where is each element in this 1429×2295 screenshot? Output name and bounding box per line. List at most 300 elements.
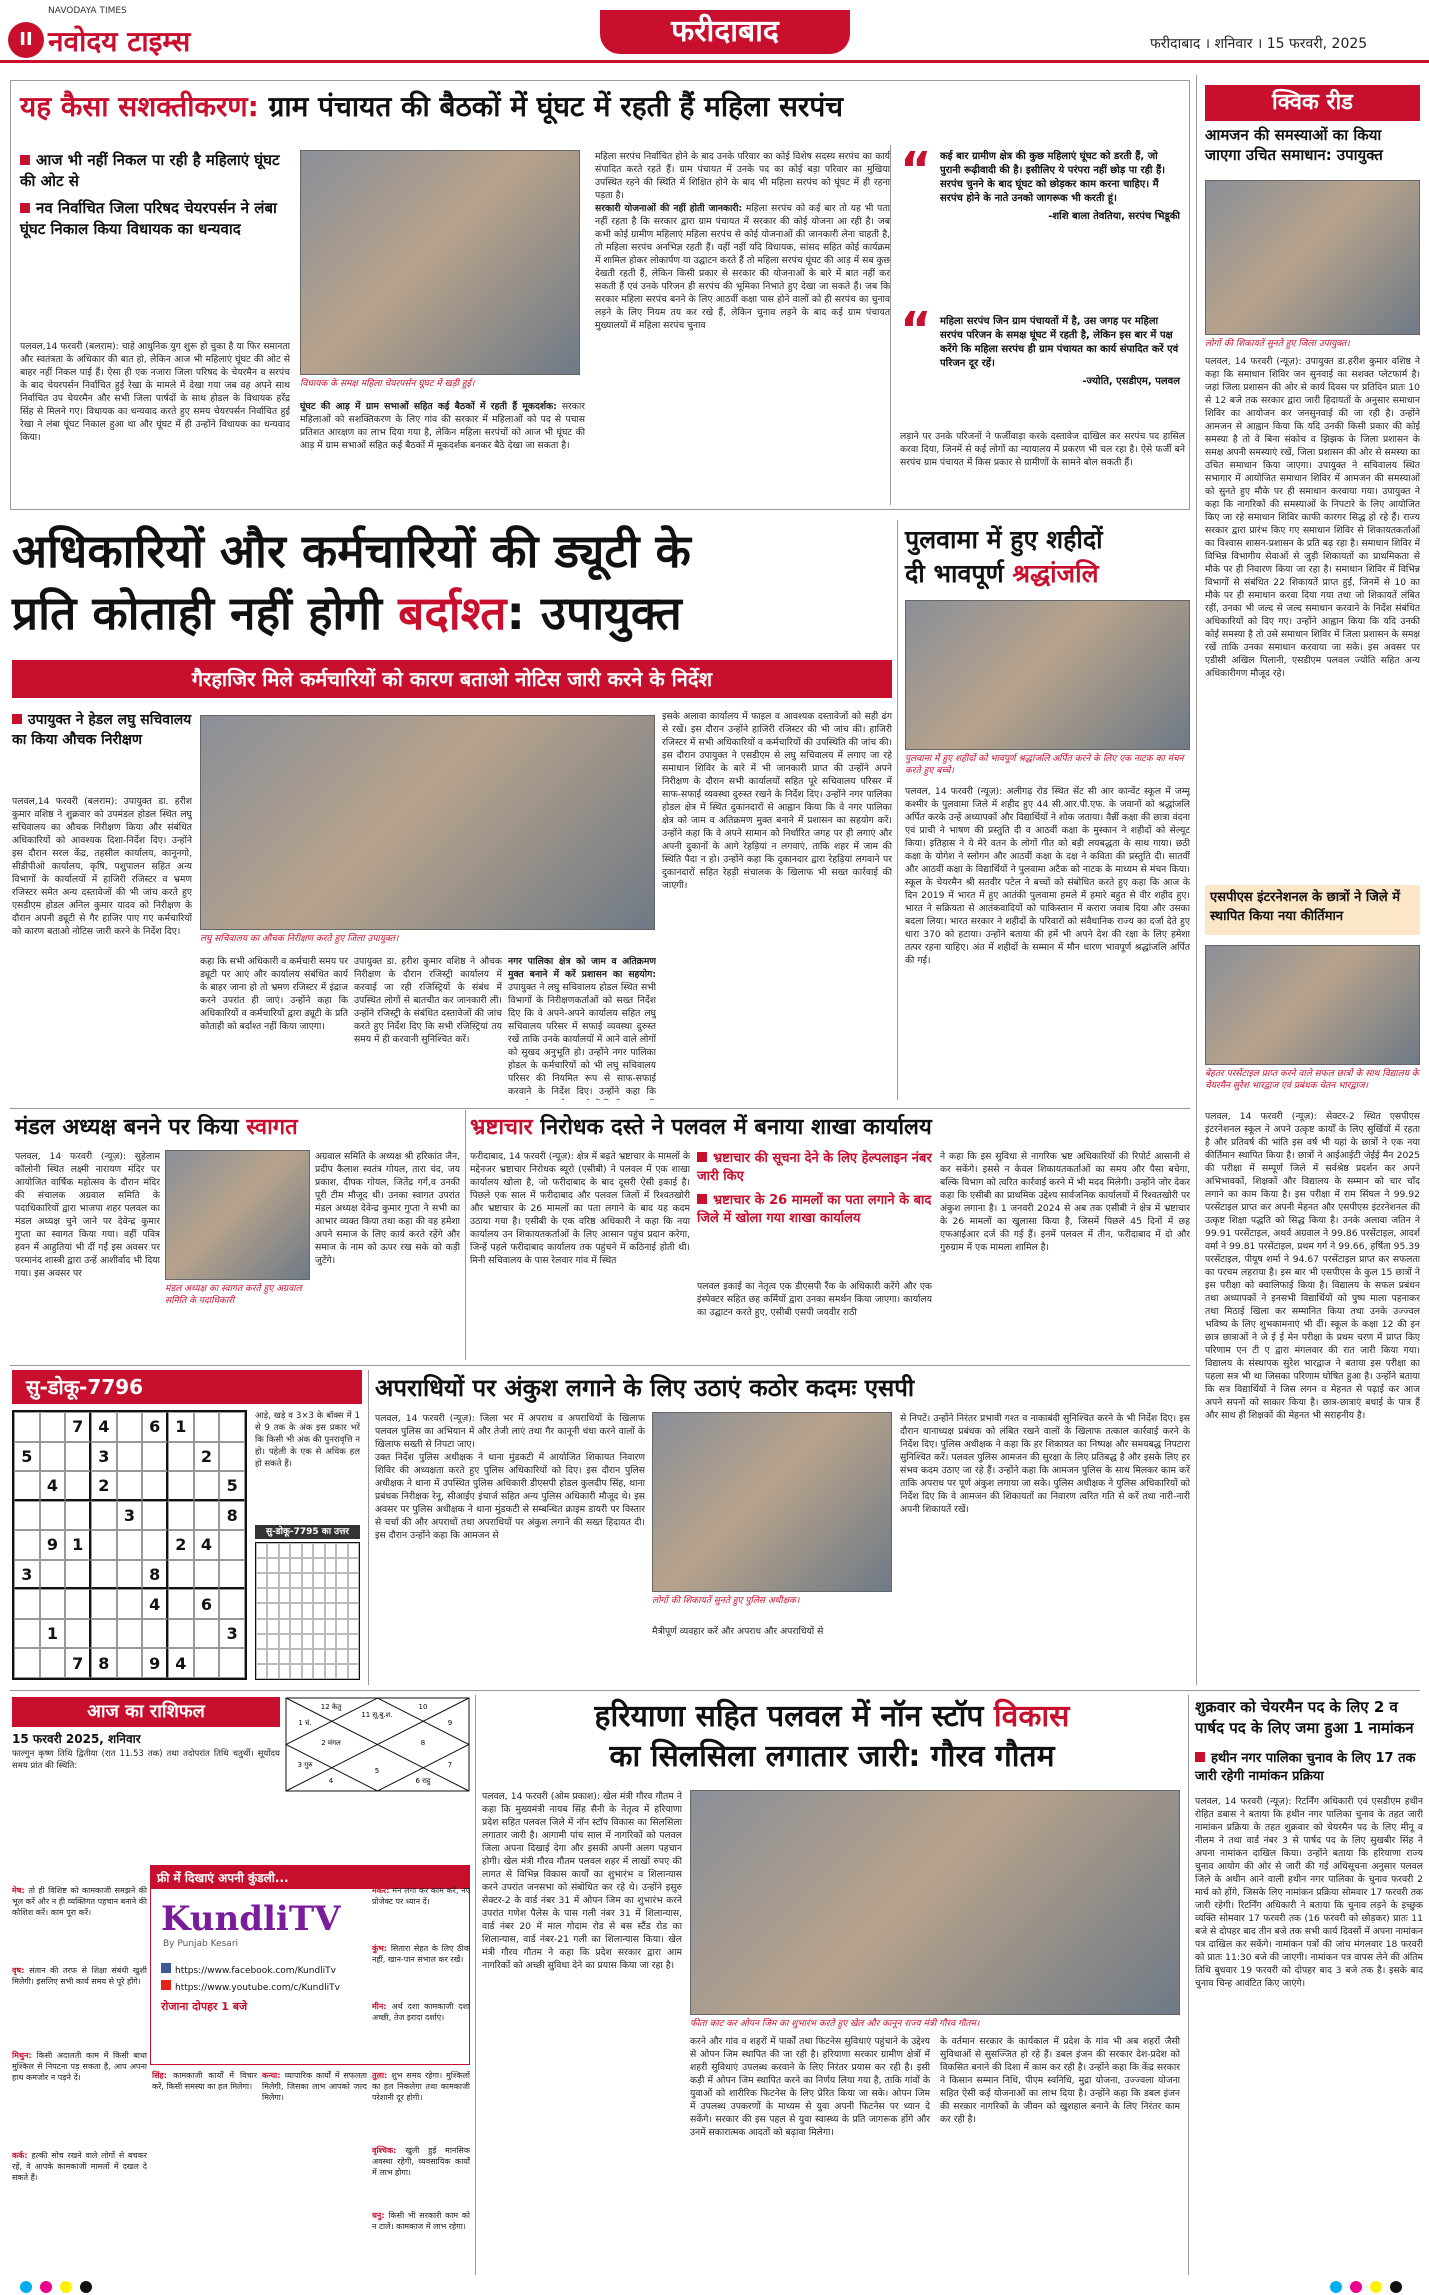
rashi-name: वृश्चिक:	[372, 2146, 406, 2155]
sudoku-grid[interactable]	[12, 1410, 247, 1680]
sudoku-cell[interactable]	[219, 1648, 245, 1678]
sudoku-cell[interactable]	[194, 1619, 220, 1649]
sudoku-cell[interactable]	[65, 1619, 91, 1649]
kundli-house-label: 9	[447, 1719, 453, 1727]
sudoku-cell[interactable]	[117, 1648, 143, 1678]
sudoku-cell[interactable]	[194, 1501, 220, 1531]
rashi-text: संतान की तरफ से शिक्षा संबंधी खुशी मिलेगी। इसलिए सभी कार्य समय से पूरे होंगे।	[12, 1966, 147, 1986]
sudoku-answer-cell	[336, 1634, 347, 1649]
sudoku-answer-cell	[313, 1558, 324, 1573]
sudoku-answer-cell	[256, 1558, 267, 1573]
rashi-text: सितारा सेहत के लिए ठीक नहीं, खान-पान संभाल कर रखें।	[372, 1944, 470, 1964]
sudoku-answer-title: सु-डोकू-7795 का उत्तर	[255, 1525, 360, 1539]
sudoku-cell[interactable]	[117, 1471, 143, 1501]
kundli-chart	[285, 1697, 470, 1792]
sudoku-answer-cell	[336, 1543, 347, 1558]
sudoku-cell[interactable]	[65, 1471, 91, 1501]
story-acb-body3: ने कहा कि इस सुविधा से नागरिक भ्रष्ट अधिकारियों की रिपोर्ट आसानी से कर सकेंगे। इससे न केवल शिकायतकर्ताओं का समय और पैसा बचेगा, बल्कि विभाग को त्वरित कार्रवाई करने में भी मदद मिलेगी। उन्होंने जोर देकर कहा कि एसीबी का प्राथमिक उद्देश्य सार्वजनिक कार्यालयों में रिश्वतखोरी पर अंकुश लगाना है। 1 जनवरी 2024 से अब तक एसीबी ने क्षेत्र में भ्रष्टाचार के 26 मामलों का खुलासा किया है, जिसमें पिछले 45 दिनों में छह एफआईआर दर्ज की गई हैं। इनमें पलवल में तीन, फरीदाबाद में दो और गुरुग्राम में एक मामला शामिल है।	[940, 1151, 1190, 1253]
sudoku-cell[interactable]	[117, 1619, 143, 1649]
story-acb-bullets	[697, 1150, 932, 1228]
rashi-text: हल्की सोच रखने वाले लोगों से बचकर रहें, वे आपके कामकाजी मामलों में दखल दे सकते हैं।	[12, 2151, 147, 2182]
sudoku-answer-cell	[325, 1558, 336, 1573]
sudoku-answer-cell	[302, 1619, 313, 1634]
sudoku-cell[interactable]: 9	[40, 1530, 66, 1560]
sudoku-answer-cell	[336, 1619, 347, 1634]
rashifal-title: आज का राशिफल	[12, 1697, 280, 1727]
sarpanch-photo	[300, 150, 580, 375]
sudoku-answer-cell	[313, 1573, 324, 1588]
sudoku-answer-cell	[336, 1588, 347, 1603]
masthead-rule	[0, 60, 1429, 63]
sudoku-cell[interactable]: 3	[219, 1619, 245, 1649]
quote-open-icon: “	[900, 302, 932, 358]
rashi-text: शुभ समय रहेगा। मुश्किलों का हल निकलेगा तथा कामकाजी परेशानी दूर होगी।	[372, 2071, 470, 2102]
promo-by: By Punjab Kesari	[163, 1939, 239, 1949]
rashi-name: मिथुन:	[12, 2051, 37, 2060]
story-dc-photo	[200, 715, 655, 930]
sudoku-answer-cell	[313, 1649, 324, 1664]
sudoku-answer-cell	[267, 1573, 278, 1588]
row-divider	[10, 1108, 1190, 1109]
rashi-text: किसी भी सरकारी काम को न टालें। कामकाज में लाभ रहेगा।	[372, 2211, 470, 2231]
rashi-name: तुला:	[372, 2071, 392, 2080]
sudoku-cell[interactable]	[194, 1471, 220, 1501]
sudoku-answer-cell	[279, 1664, 290, 1679]
sudoku-answer-cell	[279, 1588, 290, 1603]
sudoku-cell[interactable]	[40, 1501, 66, 1531]
sudoku-answer-cell	[348, 1664, 359, 1679]
rashi-item	[372, 2210, 470, 2270]
sudoku-cell[interactable]	[14, 1501, 40, 1531]
sudoku-answer-cell	[348, 1649, 359, 1664]
sudoku-cell[interactable]: 3	[91, 1442, 117, 1472]
sudoku-answer-cell	[313, 1543, 324, 1558]
sudoku-cell[interactable]: 1	[65, 1530, 91, 1560]
sudoku-cell[interactable]	[91, 1501, 117, 1531]
story-dc-body5: नगर पालिका क्षेत्र को जाम व अतिक्रमण मुक्त बनाने में करें प्रशासन का सहयोग: उपायुक्त ने लघु सचिवालय होडल स्थित सभी विभागों के निरीक्षणकर्ताओं को सख्त निर्देश दिए कि वे अपने-अपने कार्यालय सहित लघु सचिवालय परिसर में सफाई व्यवस्था दुरुस्त रखें ताकि उनके कार्यालयों में आने वाले लोगों को सुखद अनुभूति हो। उन्होंने नगर पालिका होडल के कर्मचारियों को भी लघु सचिवालय परिसर की नियमित रूप से साफ-सफाई करवाने के निर्देश दिए। उन्होंने कहा कि	[508, 956, 656, 1097]
promo-title: फ्री में दिखाएं अपनी कुंडली...	[151, 1866, 469, 1889]
story-sarpanch-bullets	[20, 150, 280, 240]
bullet-square-icon	[697, 1152, 707, 1162]
kundli-house-label: 5	[374, 1767, 380, 1775]
story-dc-sub: उपायुक्त ने हेडल लघु सचिवालय का किया औचक निरीक्षण	[12, 712, 192, 748]
story-pulwama-headline: पुलवामा में हुए शहीदों दी भावपूर्ण श्रद्धांजलि	[905, 525, 1103, 588]
sudoku-cell[interactable]: 5	[14, 1442, 40, 1472]
sudoku-cell[interactable]	[117, 1560, 143, 1590]
story-dc-body1: पलवल,14 फरवरी (बलराम): उपायुक्त डा. हरीश कुमार वशिष्ठ ने शुक्रवार को उपमंडल होडल स्थित लघु सचिवालय का औचक निरीक्षण किया और संबंधित अधिकारियों को आवश्यक दिशा-निर्देश दिए। उन्होंने इस दौरान सरल केंद्र, तहसील कार्यालय, कानूनगो, सीडीपीओ कार्यालय, कृषि, पशुपालन सहित अन्य विभागों के कार्यालयों में हाजिरी रजिस्टर व भ्रमण रजिस्टर समेत अन्य दस्तावेजों की भी जांच करते हुए एसडीएम होडल अनिल कुमार यादव को निरीक्षण के दौरान अपनी ड्यूटी से गैर हाजिर पाए गए कर्मचारियों को कारण बताओ नोटिस जारी करने के निर्देश दिए।	[12, 796, 192, 937]
story-pulwama-caption: पुलवामा में हुए शहीदों को भावपूर्ण श्रद्धांजलि अर्पित करने के लिए एक नाटक का मंचन करते हुए बच्चे।	[905, 754, 1184, 776]
sudoku-cell[interactable]	[117, 1442, 143, 1472]
sudoku-cell[interactable]: 3	[117, 1501, 143, 1531]
sudoku-cell[interactable]: 8	[142, 1560, 168, 1590]
bullet-item: नव निर्वाचित जिला परिषद चेयरपर्सन ने लंबा घूंघट निकाल किया विधायक का धन्यवाद	[20, 199, 277, 238]
rashi-name: वृष:	[12, 1966, 30, 1975]
rashi-text: खुली हुई मानसिक अवस्था रहेगी, व्यवसायिक कार्यों में लाभ होगा।	[372, 2146, 470, 2177]
sudoku-cell[interactable]	[168, 1501, 194, 1531]
rashi-item	[152, 2070, 257, 2270]
quickread-body1: पलवल, 14 फरवरी (न्यूज़): उपायुक्त डा.हरीश कुमार वशिष्ठ ने कहा कि समाधान शिविर जन सुनवाई का सशक्त प्लेटफार्म है। जहां जिला प्रशासन की ओर से कार्य दिवस पर प्रतिदिन प्रातः 10 से 12 बजे तक सरकार द्वारा जारी हिदायतों के अनुसार समाधान शिविर का आयोजन कर जनसुनवाई की जा रही है। उन्होंने आमजन से आह्वान किया कि यदि उनकी किसी प्रकार की कोई समस्या है तो वे बिना संकोच व झिझक के जिला प्रशासन के समक्ष अपनी समस्याएं रखें, जिला प्रशासन की ओर से समस्या का उचित समाधान किया जाएगा। उपायुक्त ने सचिवालय स्थित सभागार में आयोजित समाधान शिविर में आमजन की समस्याओं को सुनते हुए मौके पर ही समाधान करवाया गया। उपायुक्त ने कहा कि नागरिकों की समस्याओं के निपटारे के लिए आयोजित किए जा रहे समाधान शिविर काफी कारगर सिद्ध हो रहे हैं। राज्य सरकार द्वारा प्रारंभ किए गए समाधान शिविर से शिकायतकर्ताओं का विश्वास शासन-प्रशासन के प्रति बढ़ रहा है। समाधान शिविर में विभिन्न विभागीय सेवाओं से जुड़ी शिकायतों का प्राथमिकता से मौके पर ही निवारण किया जा रहा है। समाधान शिविर में विभिन्न विभागों से संबंधित 22 शिकायतें प्राप्त हुईं, जिनमें से 10 का मौके पर ही समाधान करवा दिया गया तथा जो शिकायतें लंबित रहीं, उनका भी जल्द से जल्द समाधान करवाने के निर्देश संबंधित अधिकारियों को दिए गए। उन्होंने आह्वान किया कि यदि उनकी कोई समस्या है तो उसे समाधान शिविर में जिला प्रशासन के समक्ष रखें ताकि उनका समाधान करवाया जा सके। इस अवसर पर एडीसी अखिल पिलानी, एसडीएम पलवल ज्योति सहित अन्य अधिकारीगण मौजूद रहे।	[1205, 356, 1420, 679]
rashi-text: कामकाजी कार्यों में विचार करें, किसी समस्या का हल मिलेगा।	[152, 2071, 257, 2091]
sudoku-cell[interactable]	[168, 1471, 194, 1501]
sudoku-cell[interactable]: 8	[91, 1648, 117, 1678]
brand-small: NAVODAYA TIMES	[48, 6, 127, 16]
sudoku-answer-cell	[313, 1603, 324, 1618]
sudoku-cell[interactable]: 1	[40, 1619, 66, 1649]
quickread-photo2	[1205, 945, 1420, 1065]
rashi-name: कुंभ:	[372, 1944, 391, 1953]
story-mandal-photo	[165, 1150, 310, 1280]
sudoku-answer-cell	[313, 1619, 324, 1634]
sudoku-title: सु-डोकू-7796	[12, 1370, 362, 1404]
rashi-name: कन्या:	[262, 2071, 285, 2080]
sudoku-answer-cell	[279, 1619, 290, 1634]
sudoku-cell[interactable]: 4	[168, 1648, 194, 1678]
sudoku-answer-cell	[348, 1588, 359, 1603]
sudoku-cell[interactable]	[65, 1589, 91, 1619]
sudoku-cell[interactable]	[194, 1560, 220, 1590]
sudoku-answer-cell	[279, 1543, 290, 1558]
rashi-name: मकर:	[372, 1886, 393, 1895]
magenta-dot-icon	[40, 2281, 52, 2293]
sudoku-cell[interactable]: 4	[194, 1530, 220, 1560]
sudoku-cell[interactable]	[219, 1442, 245, 1472]
sudoku-answer-cell	[290, 1558, 301, 1573]
sudoku-answer-cell	[279, 1573, 290, 1588]
sudoku-answer-cell	[256, 1649, 267, 1664]
sudoku-cell[interactable]: 1	[168, 1412, 194, 1442]
sudoku-answer-cell	[267, 1603, 278, 1618]
sudoku-answer-cell	[302, 1603, 313, 1618]
sudoku-answer-cell	[267, 1664, 278, 1679]
sudoku-cell[interactable]	[117, 1412, 143, 1442]
bullet-item: भ्रष्टाचार के 26 मामलों का पता लगाने के बाद जिले में खोला गया शाखा कार्यालय	[697, 1193, 932, 1226]
story-pulwama-photo	[905, 600, 1190, 750]
sudoku-answer-cell	[348, 1573, 359, 1588]
rashi-item	[372, 1943, 470, 1998]
sudoku-answer-cell	[336, 1558, 347, 1573]
column-divider	[897, 520, 898, 1100]
sudoku-cell[interactable]	[142, 1501, 168, 1531]
sudoku-answer-cell	[256, 1543, 267, 1558]
story-pulwama-body: पलवल, 14 फरवरी (न्यूज़): अलीगढ़ रोड स्थित सेंट सी आर कान्वेंट स्कूल में जम्मू कश्मीर के पुलवामा जिले में शहीद हुए 44 सी.आर.पी.एफ. के जवानों को श्रद्धांजलि अर्पित करके उन्हें अध्यापकों और विद्यार्थियों ने शोक जताया। वैन्नीं कक्षा की छात्रा वंदना एवं प्राची ने भाषण की प्रस्तुति दी व आठवीं कक्षा के मुस्कान ने शहीदों को सेल्यूट किया। इतिहास ने ये मेरे वतन के लोगों गीत को बड़ी लयबद्धता के साथ गाया। छठी कक्षा के योगेश ने स्लोगन और आठवीं कक्षा के दक्ष ने कविता की प्रस्तुति दी। सातवीं और आठवीं कक्षा के विद्यार्थियों ने पुलवामा अटैक को नाटक के माध्यम से मंचन किया। स्कूल के चेयरमैन श्री सतवीर पटेल ने बच्चों को संबोधित करते हुए कहा कि आज के दिन 2019 में भारत में हुए आतंकी पुलवामा हमले में हमारे बहुत से वीर शहीद हुए। भारत ने सक्रियता से आतंकवादियों को पाकिस्तान में करारा जवाब दिया और उसका बदला लिया। भारत सरकार ने शहीदों के परिवारों को संवैधानिक राज्य का दर्जा देते हुए धारा 370 को हटाया। उन्होंने बताया की हमें भी अपने देश की रक्षा के लिए हमेशा तत्पर रहना चाहिए। अंत में शहीदों के सम्मान में मौन धारण भावपूर्ण श्रद्धांजलि अर्पित की गई।	[905, 786, 1190, 966]
sudoku-answer-cell	[279, 1558, 290, 1573]
sudoku-cell[interactable]	[142, 1442, 168, 1472]
sudoku-cell[interactable]	[168, 1589, 194, 1619]
sudoku-cell[interactable]	[65, 1501, 91, 1531]
sudoku-answer-grid	[255, 1542, 360, 1680]
sudoku-answer-cell	[279, 1603, 290, 1618]
story-sarpanch-body5: लड़ाने पर उनके परिजनों ने फर्जीवाड़ा करके दस्तावेज दाखिल कर सरपंच पद हासिल करवा दिया, जिनमें से कई लोगों का न्यायालय में प्रकरण भी चल रहा है। ऐसे फर्जी बने सरपंच ग्राम पंचायत में किस प्रकार से ग्रामीणों के सामने बोल सकती हैं।	[900, 431, 1185, 468]
rashi-name: कर्क:	[12, 2151, 32, 2160]
sudoku-answer-cell	[267, 1649, 278, 1664]
sudoku-answer-cell	[325, 1619, 336, 1634]
story-sp-caption: लोगों की शिकायतें सुनते हुए पुलिस अधीक्षक।	[652, 1596, 800, 1606]
brand-logo: नवोदय टाइम्स	[48, 25, 191, 58]
sudoku-answer-cell	[325, 1588, 336, 1603]
sudoku-answer-cell	[290, 1664, 301, 1679]
sudoku-cell[interactable]	[40, 1412, 66, 1442]
story-gautam-caption: फीता काट कर ओपन जिम का शुभारंभ करते हुए खेल और कानून राज्य मंत्री गौरव गौतम।	[690, 2019, 980, 2029]
subhead: नगर पालिका क्षेत्र को जाम व अतिक्रमण मुक्त बनाने में करें प्रशासन का सहयोग:	[508, 956, 656, 980]
sudoku-answer-cell	[336, 1664, 347, 1679]
sudoku-answer-cell	[267, 1558, 278, 1573]
promo-yt-link[interactable]: https://www.youtube.com/c/KundliTv	[151, 1978, 469, 1995]
column-divider	[465, 1110, 466, 1360]
kundli-house-label: 2 मंगल	[321, 1739, 341, 1747]
sudoku-answer-cell	[313, 1664, 324, 1679]
quickread-body2: पलवल, 14 फरवरी (न्यूज़): सेक्टर-2 स्थित एसपीएस इंटरनेशनल स्कूल ने अपने उत्कृष्ट कार्यों के लिए सुर्खियों में रहता है और प्रतिवर्ष की भांति इस वर्ष भी यहां के छात्रों ने एक नया कीर्तिमान स्थापित किया है। छात्रों ने आईआईटी जेईई मैन 2025 की परीक्षा में सम्पूर्ण जिले में सर्वश्रेष्ठ प्रदर्शन कर अपने अभिभावकों, शिक्षकों और विद्यालय के सम्मान को चार चाँद लगाने का काम किया है। इस परीक्षा में राम सिंघल ने 99.92 परसेंटाइल प्राप्त कर अपनी मेहनत और एसपीएस इंटरनेशनल की उत्कृष्ट शिक्षा पद्धति को सिद्ध किया है। उनके अलावा जतिन ने 99.91 परसेंटाइल, अथर्व अग्रवाल ने 99.86 परसेंटाइल, आदर्श वर्मा ने 99.81 परसेंटाइल, प्रथम गर्ग ने 99.66, हर्षिता 95.39 परसेंटाइल, पीयूष शर्मा ने 94.67 परसेंटाइल प्राप्त कर सफलता का परचम लहराया है। इस बार भी एसपीएस के कुल 15 छात्रों ने इस परीक्षा को क्वालिफाई किया है। विद्यालय के सफल प्रबंधन तथा अध्यापकों ने इनसभी विद्यार्थियों को पुष्प माला पहनाकर तथा मिठाई खिला कर सम्मानित किया तथा उनके उज्ज्वल भविष्य के लिए शुभकामनाएं भी दीं। स्कूल के कक्षा 12 की इन छात्र छात्राओं ने जे ई ई मेन परीक्षा के प्रथम चरण में प्राप्त किए परिणाम एन टी ए द्वारा मंगलवार की रात जारी किया गया। विद्यालय के संस्थापक सुरेश भारद्वाज ने बताया इस परीक्षा का पहला सत्र भी था जिसका परिणाम घोषित हुआ है। उन्होंने बताया कि सत्र विद्यार्थियों ने जिस लगन व मेहनत से पढ़ाई कर आज अपने सपनों को साकार किया है। छात्र-छात्राएं बधाई के पात्र हैं और साथ ही शिक्षकों की मेहनत भी सराहनीय है।	[1205, 1111, 1420, 1421]
sudoku-answer-cell	[256, 1573, 267, 1588]
sudoku-cell[interactable]	[142, 1471, 168, 1501]
sudoku-cell[interactable]	[14, 1619, 40, 1649]
promo-time: रोजाना दोपहर 1 बजे	[161, 2000, 248, 2013]
story-mandal-headline: मंडल अध्यक्ष बनने पर किया स्वागत	[15, 1115, 298, 1140]
rashi-text: व्यापारिक कार्यों में सफलता मिलेगी, जिसका लाभ आपको जल्द मिलेगा।	[262, 2071, 367, 2102]
sudoku-answer-cell	[325, 1649, 336, 1664]
city-banner: फरीदाबाद	[600, 10, 850, 54]
sudoku-answer-cell	[256, 1619, 267, 1634]
yellow-dot-icon	[1370, 2281, 1382, 2293]
sudoku-cell[interactable]: 4	[40, 1471, 66, 1501]
rashi-name: मीन:	[372, 2002, 392, 2011]
rashifal-panchang: फाल्गुन कृष्ण तिथि द्वितीया (रात 11.53 तक) तथा तदोपरांत तिथि चतुर्थी। सूर्योदय समय प्रांत की स्थिति:	[12, 1749, 280, 1771]
story-dc-headline: अधिकारियों और कर्मचारियों की ड्यूटी के प्रति कोताही नहीं होगी बर्दाश्त: उपायुक्त	[12, 524, 691, 640]
sudoku-cell[interactable]	[117, 1589, 143, 1619]
quote-open-icon: “	[900, 142, 932, 198]
sudoku-cell[interactable]	[91, 1530, 117, 1560]
sudoku-answer-cell	[313, 1634, 324, 1649]
sudoku-answer-cell	[302, 1588, 313, 1603]
story-acb-body1: फरीदाबाद, 14 फरवरी (न्यूज़): क्षेत्र में बढ़ते भ्रष्टाचार के मामलों के मद्देनजर भ्रष्टाचार निरोधक ब्यूरो (एसीबी) ने पलवल में एक शाखा कार्यालय खोला है, जो फरीदाबाद के बाद दूसरी ऐसी इकाई है। पिछले एक साल में फरीदाबाद और पलवल जिलों में रिश्वतखोरी और भ्रष्टाचार के 26 मामलों का पता लगाने के बाद यह कदम उठाया गया है। एसीबी के एक वरिष्ठ अधिकारी ने कहा कि नया कार्यालय उन शिकायतकर्ताओं के लिए आसान पहुंच प्रदान करेगा, जिन्हें पहले फरीदाबाद कार्यालय तक पहुंचने में कठिनाई होती थी। मिनी सचिवालय के पास रेलवार गांव में स्थित	[470, 1151, 690, 1266]
rashi-name: धनु:	[372, 2211, 389, 2220]
sudoku-answer-cell	[348, 1558, 359, 1573]
story-dc-caption: लघु सचिवालय का औचक निरीक्षण करते हुए जिला उपायुक्त।	[200, 934, 399, 944]
sudoku-cell[interactable]	[219, 1589, 245, 1619]
rashi-item	[372, 2145, 470, 2205]
masthead	[0, 0, 1429, 62]
sudoku-cell[interactable]: 4	[142, 1589, 168, 1619]
story-sarpanch-headline	[20, 88, 1180, 126]
rashifal-date: 15 फरवरी 2025, शनिवार	[12, 1732, 141, 1746]
rashi-name: मेष:	[12, 1886, 29, 1895]
bullet-item: आज भी नहीं निकल पा रही है महिलाएं घूंघट की ओट से	[20, 151, 280, 190]
sudoku-answer-cell	[290, 1619, 301, 1634]
sudoku-answer-cell	[348, 1543, 359, 1558]
sudoku-answer-cell	[279, 1649, 290, 1664]
sudoku-cell[interactable]	[40, 1589, 66, 1619]
sudoku-cell[interactable]	[40, 1648, 66, 1678]
subhead: सरकारी योजनाओं की नहीं होती जानकारी:	[595, 203, 743, 214]
kundli-house-label: 1 चं.	[298, 1719, 312, 1727]
cyan-dot-icon	[20, 2281, 32, 2293]
rashi-item	[372, 2001, 470, 2056]
sudoku-answer-cell	[313, 1588, 324, 1603]
quote-sdm: महिला सरपंच जिन ग्राम पंचायतों में है, उस जगह पर महिला सरपंच परिजन के समक्ष घूंघट में रहती है, लेकिन इस बार में पक्ष करेंगे कि महिला सरपंच ही ग्राम पंचायत का कार्य संपादित करें एवं परिजन दूर रहें। -ज्योति, एसडीएम, पलवल	[940, 316, 1180, 387]
sudoku-cell[interactable]	[14, 1589, 40, 1619]
bullet-square-icon	[12, 714, 22, 724]
bullet-square-icon	[697, 1194, 707, 1204]
sudoku-answer-cell	[325, 1573, 336, 1588]
kundli-house-label: 10	[418, 1703, 428, 1711]
story-dc-body3: उपायुक्त डा. हरीश कुमार वशिष्ठ ने औचक निरीक्षण के दौरान रजिस्ट्री कार्यालय में करवाई जा रही रजिस्ट्रियों के संबंध में उपस्थित लोगों से बातचीत कर जानकारी ली। उन्होंने रजिस्ट्री के संबंधित दस्तावेजों की जांच करते हुए निर्देश दिए कि सभी रजिस्ट्रियां तय समय में ही करवानी सुनिश्चित करें।	[354, 956, 502, 1045]
sudoku-answer-cell	[290, 1603, 301, 1618]
sudoku-cell[interactable]	[142, 1530, 168, 1560]
rashifal-signs	[12, 1795, 470, 2275]
sudoku-cell[interactable]	[194, 1412, 220, 1442]
sudoku-answer-cell	[325, 1543, 336, 1558]
rashi-item	[12, 1965, 147, 2045]
bullet-square-icon	[1195, 1752, 1205, 1762]
quickread-photo1	[1205, 180, 1420, 335]
headline-main: ग्राम पंचायत की बैठकों में घूंघट में रहती हैं महिला सरपंच	[268, 90, 844, 123]
rashi-item	[262, 2070, 367, 2270]
sudoku-cell[interactable]: 9	[142, 1648, 168, 1678]
sudoku-cell[interactable]	[194, 1648, 220, 1678]
story-sarpanch-body2: घूंघट की आड़ में ग्राम सभाओं सहित कई बैठकों में रहती हैं मूकदर्शक: सरकार महिलाओं को सशक्तिकरण के लिए गांव की सरकार में महिलाओं को पद से पचास प्रतिशत आरक्षण का लाभ दिया गया है, लेकिन महिला सरपंचों को आज भी घूंघट की आड़ में ग्राम सभाओं सहित कई बैठकों में मूकदर्शक बनकर बैठे देखा जा सकता है।	[300, 401, 585, 451]
story-hathin-sub: हथीन नगर पालिका चुनाव के लिए 17 तक जारी रहेगी नामांकन प्रक्रिया	[1195, 1751, 1416, 1784]
sudoku-answer-cell	[290, 1543, 301, 1558]
sudoku-cell[interactable]	[168, 1619, 194, 1649]
quickread-caption1: लोगों की शिकायतें सुनते हुए जिला उपायुक्त।	[1205, 339, 1350, 349]
sudoku-cell[interactable]	[14, 1648, 40, 1678]
sudoku-cell[interactable]	[219, 1412, 245, 1442]
sudoku-cell[interactable]: 6	[142, 1412, 168, 1442]
story-mandal-body1: पलवल, 14 फरवरी (न्यूज़): सुहेलाम कॉलोनी स्थित लक्ष्मी नारायण मंदिर पर आयोजित वार्षिक महोत्सव के दौरान मंदिर की संचालक अग्रवाल समिति के पदाधिकारियों द्वारा भाजपा शहर पलवल का मंडल अध्यक्ष चुने जाने पर देवेन्द्र कुमार गुप्ता का स्वागत किया गया। वहीं पवित्र हवन में आहुतियां भी दीं गईं इस अवसर पर परमानंद शास्त्री द्वारा उन्हें आशीर्वाद भी दिया गया। इस अवसर पर	[15, 1151, 160, 1279]
sudoku-cell[interactable]: 2	[91, 1471, 117, 1501]
cyan-dot-icon	[1330, 2281, 1342, 2293]
quickread-head2: एसपीएस इंटरनेशनल के छात्रों ने जिले में स्थापित किया नया कीर्तिमान	[1210, 890, 1401, 924]
story-gautam-body3: के वर्तमान सरकार के कार्यकाल में प्रदेश के गांव भी अब शहरों जैसी सुविधाओं से सुसज्जित हो रहे हैं। डबल इंजन की सरकार देश-प्रदेश को विकसित बनाने की दिशा में काम कर रही है। उन्होंने कहा कि केंद्र सरकार ने किसान सम्मान निधि, पीएम स्वनिधि, मुद्रा योजना, उज्ज्वला योजना सहित ऐसी कई योजनाओं का लाभ दिया है। उन्होंने कहा कि डबल इंजन की सरकार नागरिकों के जीवन को खुशहाल बनाने के लिए निरंतर काम कर रही है।	[940, 2036, 1180, 2125]
sudoku-cell[interactable]	[14, 1530, 40, 1560]
sudoku-answer-cell	[325, 1634, 336, 1649]
sudoku-cell[interactable]	[219, 1560, 245, 1590]
sudoku-cell[interactable]	[91, 1619, 117, 1649]
sudoku-cell[interactable]	[65, 1560, 91, 1590]
kundli-house-label: 11 सू.बु.श.	[361, 1711, 393, 1719]
kundli-house-label: 7	[447, 1761, 453, 1769]
sudoku-answer-cell	[256, 1588, 267, 1603]
column-divider	[368, 1370, 369, 1685]
bullet-square-icon	[20, 203, 30, 213]
sudoku-cell[interactable]	[40, 1560, 66, 1590]
column-divider	[1188, 1695, 1189, 2275]
sudoku-cell[interactable]: 2	[194, 1442, 220, 1472]
sudoku-answer-cell	[348, 1603, 359, 1618]
sudoku-cell[interactable]	[91, 1589, 117, 1619]
rashi-text: अर्थ दशा कामकाजी दशा अच्छी, तेज इरादा दर्शाएं।	[372, 2002, 470, 2022]
promo-fb-link[interactable]: https://www.facebook.com/KundliTv	[151, 1949, 469, 1978]
sudoku-answer-cell	[279, 1634, 290, 1649]
sudoku-cell[interactable]: 5	[219, 1471, 245, 1501]
story-mandal-body2: अग्रवाल समिति के अध्यक्ष श्री हरिकांत जैन, प्रदीप कैलाश स्वतंत्र गोयल, तारा चंद, जय प्रकाश, दीपक गोयल, जितेंद्र गर्ग,व उनकी पूरी टीम मौजूद थी। उनका स्वागत उपरांत मंडल अध्यक्ष देवेन्द्र कुमार गुप्ता ने सभी का आभार व्यक्त किया तथा कहा की वह हमेशा अपने समाज के लिए कार्य करते रहेंगे और समाज के नाम को ऊपर रख सके को कड़ी जुटेंगे।	[315, 1151, 460, 1266]
sarpanch-photo-caption: विधायक के समक्ष महिला चेयरपर्सन घूंघट में खड़ी हुई।	[300, 379, 475, 389]
story-hathin-body: पलवल, 14 फरवरी (न्यूज़): रिटर्निंग अधिकारी एवं एसडीएम हथीन रोहित डबास ने बताया कि हथीन नगर पालिका चुनाव के तहत जारी नामांकन प्रक्रिया के तहत शुक्रवार को चेयरमैन पद के लिए मीनू व नीलम ने तथा वार्ड नंबर 3 से पार्षद पद के लिए सुखबीर सिंह ने अपना नामांकन दाखिल किया। उन्होंने बताया कि हरियाणा राज्य चुनाव आयोग की ओर से जारी की गई अधिसूचना अनुसार पलवल जिले के अधीन आने वाली हथीन नगर पालिका के चुनाव फरवरी 2 मार्च को होंगे, जिसके लिए नामांकन प्रक्रिया सोमवार 17 फरवरी तक जारी रहेगी। रिटर्निंग अधिकारी ने बताया कि चुनाव लड़ने के इच्छुक व्यक्ति सोमवार 17 फरवरी तक (16 फरवरी को छोड़कर) प्रातः 11 बजे से दोपहर बाद तीन बजे तक सभी कार्य दिवसों में अपना नामांकन पत्र दाखिल कर सकेंगे। नामांकन पत्रों की जांच मंगलवार 18 फरवरी को प्रातः 11:30 बजे की जाएगी। नामांकन पत्र वापस लेने की अंतिम तिथि बुधवार 19 फरवरी को दोपहर बाद 3 बजे तक है। इसके बाद चुनाव चिन्ह आवंटित किए जाएंगे।	[1195, 1796, 1423, 1989]
sudoku-answer-cell	[256, 1603, 267, 1618]
bullet-item: भ्रष्टाचार की सूचना देने के लिए हेल्पलाइन नंबर जारी किए	[697, 1151, 932, 1184]
quote-attribution: -शशि बाला तेवतिया, सरपंच भिडूकी	[1048, 211, 1180, 222]
story-gautam-body1: पलवल, 14 फरवरी (ओम प्रकाश): खेल मंत्री गौरव गौतम ने कहा कि मुख्यमंत्री नायब सिंह सैनी के नेतृत्व में हरियाणा प्रदेश सहित पलवल जिले में नॉन स्टॉप विकास का सिलसिला लगातार जारी है। आगामी पांच साल में नागरिकों को पलवल जिला अपना दिखाई देगा और इसकी अपनी अलग पहचान होगी। खेल मंत्री गौरव गौतम पलवल शहर में लाखों रुपए की लागत से विभिन्न विकास कार्यों का शुभारंभ व शिलान्यास करने उपरांत जनसभा को संबोधित कर रहे थे। उन्होंने इसुरु सेक्टर-2 के वार्ड नंबर 31 में ओपन जिम का शुभारंभ करने उपरांत गणेश पैलेस के पास गली नंबर 31 में शिलान्यास, वार्ड नंबर 20 में माल गोदाम रोड से बस स्टैंड रोड का शिलान्यास, वार्ड नंबर-21 गली का शिलान्यास किया। खेल मंत्री गौरव गौतम ने कहा कि प्रदेश सरकार द्वारा आम नागरिकों को अच्छी सुविधा देने का प्रयास किया जा रहा है।	[482, 1791, 682, 1971]
story-acb-body2: पलवल इकाई का नेतृत्व एक डीएसपी रैंक के अधिकारी करेंगे और एक इंस्पेक्टर सहित छह कर्मियों द्वारा उनका समर्थन किया जाएगा। कार्यालय का उद्घाटन करते हुए, एसीबी एसपी जयवीर राठी	[697, 1281, 932, 1318]
sudoku-cell[interactable]	[117, 1530, 143, 1560]
sudoku-answer-cell	[302, 1558, 313, 1573]
rashi-item	[372, 1885, 470, 1940]
sudoku-answer-cell	[290, 1588, 301, 1603]
print-registration-strip	[0, 2278, 1429, 2295]
sudoku-answer-cell	[325, 1603, 336, 1618]
sudoku-answer-cell	[336, 1603, 347, 1618]
sudoku-cell[interactable]	[168, 1442, 194, 1472]
sudoku-answer-cell	[256, 1664, 267, 1679]
row-divider	[10, 1365, 1190, 1366]
sudoku-answer-cell	[348, 1634, 359, 1649]
sudoku-answer-cell	[290, 1634, 301, 1649]
yellow-dot-icon	[60, 2281, 72, 2293]
story-dc-body4-6: इसके अलावा कार्यालय में फाइल व आवश्यक दस्तावेजों को सही ढंग से रखें। इस दौरान उन्होंने हाजिरी रजिस्टर की भी जांच की। हाजिरी रजिस्टर में सभी अधिकारियों व कर्मचारियों की उपस्थिति की जांच की। इस दौरान उपायुक्त ने एसडीएम से लघु सचिवालय में लगाए जा रहे समाधान शिविर के बारे में भी जानकारी प्राप्त की उन्होंने अपने निरीक्षण के दौरान सभी कार्यालयों सहित पूरे सचिवालय परिसर में साफ-सफाई व्यवस्था दुरुस्त रखने के निर्देश दिए। उन्होंने नगर पालिका होडल क्षेत्र में स्थित दुकानदारों से आह्वान किया कि वे नगर पालिका क्षेत्र को जाम व अतिक्रमण मुक्त बनाने में प्रशासन का सहयोग करें। उन्होंने कहा कि वे अपने सामान को निर्धारित जगह पर ही लगाएं और अपनी दुकानों के आगे रेहड़ियां न लगवाएं, ताकि शहर में जाम की स्थिति पैदा न हो। उन्होंने कहा कि दुकानदार द्वारा रेहड़ियां लगवाने पर दुकानदारों सहित रेहड़ी संचालक के खिलाफ भी सख्त कार्रवाई की जाएगी।	[662, 711, 892, 891]
black-dot-icon	[1390, 2281, 1402, 2293]
page-number: II	[8, 22, 44, 58]
sudoku-cell[interactable]: 4	[91, 1412, 117, 1442]
sudoku-cell[interactable]: 6	[194, 1589, 220, 1619]
story-gautam-photo	[690, 1790, 1180, 2015]
story-acb-headline: भ्रष्टाचार निरोधक दस्ते ने पलवल में बनाया शाखा कार्यालय	[470, 1115, 932, 1140]
magenta-dot-icon	[1350, 2281, 1362, 2293]
sudoku-cell[interactable]: 7	[65, 1648, 91, 1678]
quickread-title: क्विक रीड	[1205, 85, 1420, 121]
sudoku-cell[interactable]: 7	[65, 1412, 91, 1442]
sudoku-answer-cell	[267, 1543, 278, 1558]
rashi-name: सिंह:	[152, 2071, 174, 2080]
sudoku-answer-cell	[302, 1634, 313, 1649]
rashi-item	[12, 2150, 147, 2270]
quote-attribution: -ज्योति, एसडीएम, पलवल	[1082, 376, 1180, 387]
sudoku-cell[interactable]	[65, 1442, 91, 1472]
story-sp-body4: से निपटें। उन्होंने निरंतर प्रभावी गश्त व नाकाबंदी सुनिश्चित करने के भी निर्देश दिए। इस दौरान थानाध्यक्ष प्रबंधक को लंबित रखने वालों के खिलाफ तत्काल कार्रवाई करने के निर्देश दिए। पुलिस अधीक्षक ने कहा कि हर शिकायत का निष्पक्ष और समयबद्ध निपटारा सुनिश्चित करें। पलवल पुलिस आमजन की सुरक्षा के लिए प्रतिबद्ध है और इसके लिए हर संभव कदम उठाए जा रहे हैं। उन्होंने कहा कि आमजन पुलिस के साथ मिलकर काम करें ताकि अपराध पर पूर्ण अंकुश लगाया जा सके। पुलिस अधीक्षक ने पुलिस अधिकारियों को निर्देश दिए कि वे आमजन की शिकायतों का निवारण त्वरित गति से करें तथा नारी-नारी अपनी शिकायतें रखें।	[900, 1413, 1190, 1515]
story-dc-body2: कहा कि सभी अधिकारी व कर्मचारी समय पर ड्यूटी पर आएं और कार्यालय संबंधित कार्य के बाहर जाना हो तो भ्रमण रजिस्टर में इंद्राज करने उपरांत ही जाएं। उन्होंने कहा कि अधिकारियों व कर्मचारियों द्वारा ड्यूटी के प्रति कोताही को बर्दाश्त नहीं किया जाएगा।	[200, 956, 348, 1032]
rashi-item	[372, 2070, 470, 2140]
sudoku-answer-cell	[348, 1619, 359, 1634]
sudoku-cell[interactable]	[40, 1442, 66, 1472]
rashi-text: किसी अदालती काम में किसी बाधा मुश्किल से निपटना पड़ सकता है, आप अपना हाथ कमजोर न पड़ने दें।	[12, 2051, 147, 2082]
kundli-house-label: 12 केतु	[320, 1703, 342, 1711]
sudoku-cell[interactable]	[142, 1619, 168, 1649]
sudoku-cell[interactable]	[168, 1560, 194, 1590]
story-sp-photo	[652, 1412, 892, 1592]
rashi-item	[12, 2050, 147, 2145]
sudoku-cell[interactable]: 3	[14, 1560, 40, 1590]
sudoku-cell[interactable]: 2	[168, 1530, 194, 1560]
sudoku-answer-cell	[290, 1573, 301, 1588]
sudoku-cell[interactable]	[14, 1471, 40, 1501]
story-sp-headline: अपराधियों पर अंकुश लगाने के लिए उठाएं कठोर कदमः एसपी	[375, 1374, 915, 1402]
sudoku-answer-cell	[267, 1619, 278, 1634]
story-sp-body3: मैत्रीपूर्ण व्यवहार करें और अपराध और अपराधियों से	[652, 1626, 824, 1637]
sudoku-answer-cell	[267, 1588, 278, 1603]
sudoku-cell[interactable]	[14, 1412, 40, 1442]
story-dc-strap: गैरहाजिर मिले कर्मचारियों को कारण बताओ नोटिस जारी करने के निर्देश	[12, 660, 892, 698]
sudoku-answer-cell	[302, 1649, 313, 1664]
sudoku-cell[interactable]	[219, 1530, 245, 1560]
kundli-house-label: 8	[420, 1739, 426, 1747]
sudoku-answer-cell	[336, 1649, 347, 1664]
sudoku-cell[interactable]	[91, 1560, 117, 1590]
row-divider	[10, 1690, 1420, 1691]
sudoku-answer-cell	[336, 1573, 347, 1588]
sudoku-answer-cell	[302, 1664, 313, 1679]
column-divider	[475, 1695, 476, 2275]
quote-sarpanch: कई बार ग्रामीण क्षेत्र की कुछ महिलाएं घूंघट को डरती हैं, जो पुरानी रूढ़ीवादी की है। इसीलिए ये परंपरा नहीं छोड़ पा रही हैं। सरपंच चुनने के बाद घूंघट को छोड़कर काम करना चाहिए। मैं सरपंच होने के नाते उनको जागरूक भी करती हूं। -शशि बाला तेवतिया, सरपंच भिडूकी	[940, 151, 1180, 222]
sudoku-answer-cell	[302, 1543, 313, 1558]
sudoku-cell[interactable]: 8	[219, 1501, 245, 1531]
